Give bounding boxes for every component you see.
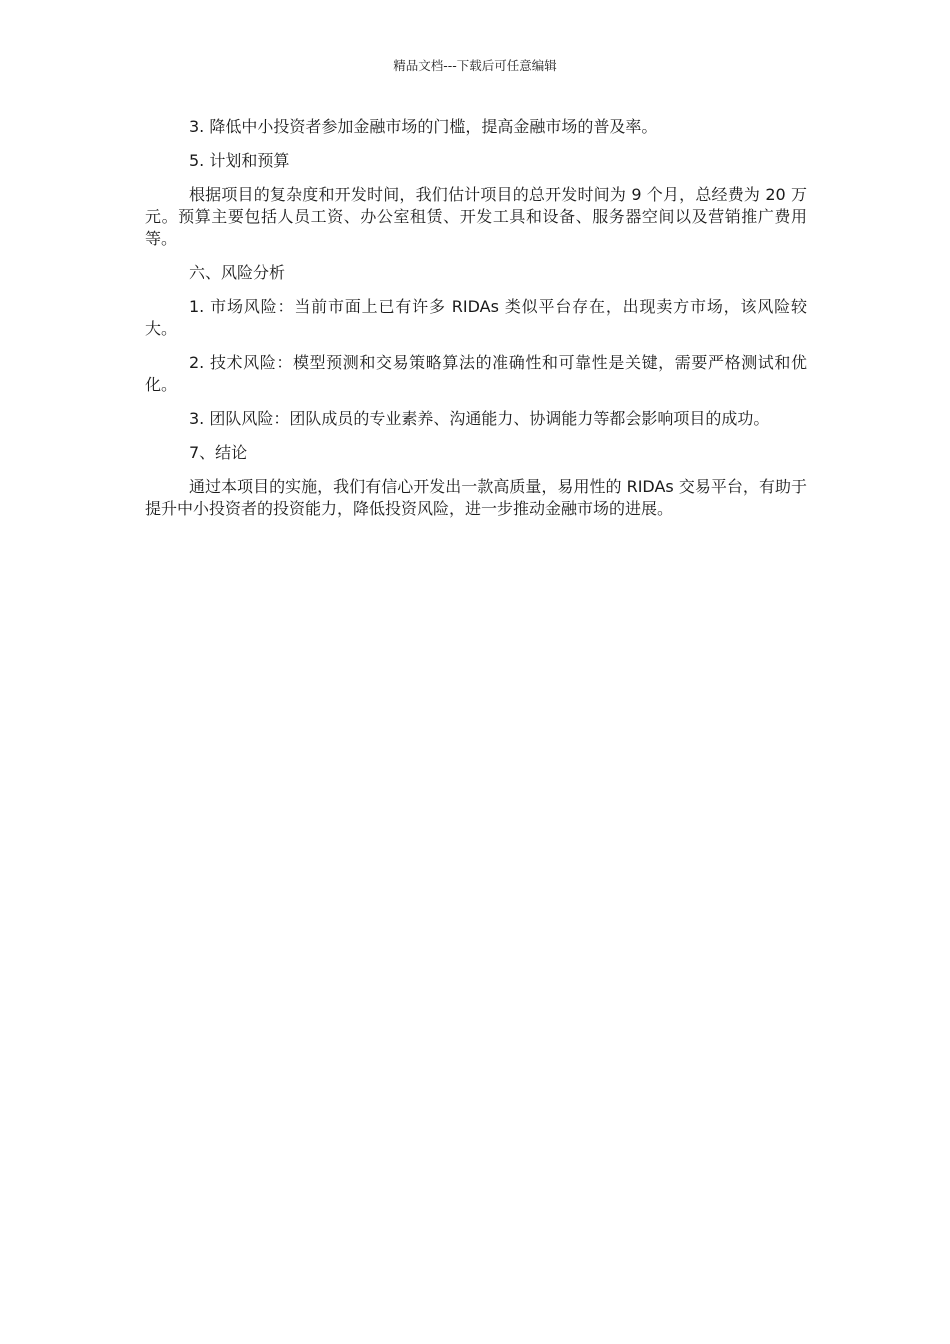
section-heading-plan-budget: 5. 计划和预算	[189, 151, 290, 170]
paragraph-technical-risk: 2. 技术风险：模型预测和交易策略算法的准确性和可靠性是关键，需要严格测试和优化。	[145, 353, 807, 394]
document-body	[145, 116, 807, 532]
section-heading-risk-analysis: 六、风险分析	[189, 263, 286, 282]
section-heading-conclusion: 7、结论	[189, 443, 248, 462]
paragraph-budget: 根据项目的复杂度和开发时间，我们估计项目的总开发时间为 9 个月，总经费为 20 万元。预算主要包括人员工资、办公室租赁、开发工具和设备、服务器空间以及营销推广费用等。	[145, 185, 807, 248]
paragraph-team-risk: 3. 团队风险：团队成员的专业素养、沟通能力、协调能力等都会影响项目的成功。	[189, 409, 770, 428]
page-header: 精品文档---下载后可任意编辑	[393, 58, 557, 73]
paragraph-goal-3: 3. 降低中小投资者参加金融市场的门槛，提高金融市场的普及率。	[189, 117, 658, 136]
paragraph-market-risk: 1. 市场风险：当前市面上已有许多 RIDAs 类似平台存在，出现卖方市场，该风险较大。	[145, 297, 807, 338]
paragraph-conclusion: 通过本项目的实施，我们有信心开发出一款高质量，易用性的 RIDAs 交易平台，有助于提升中小投资者的投资能力，降低投资风险，进一步推动金融市场的进展。	[145, 477, 807, 518]
